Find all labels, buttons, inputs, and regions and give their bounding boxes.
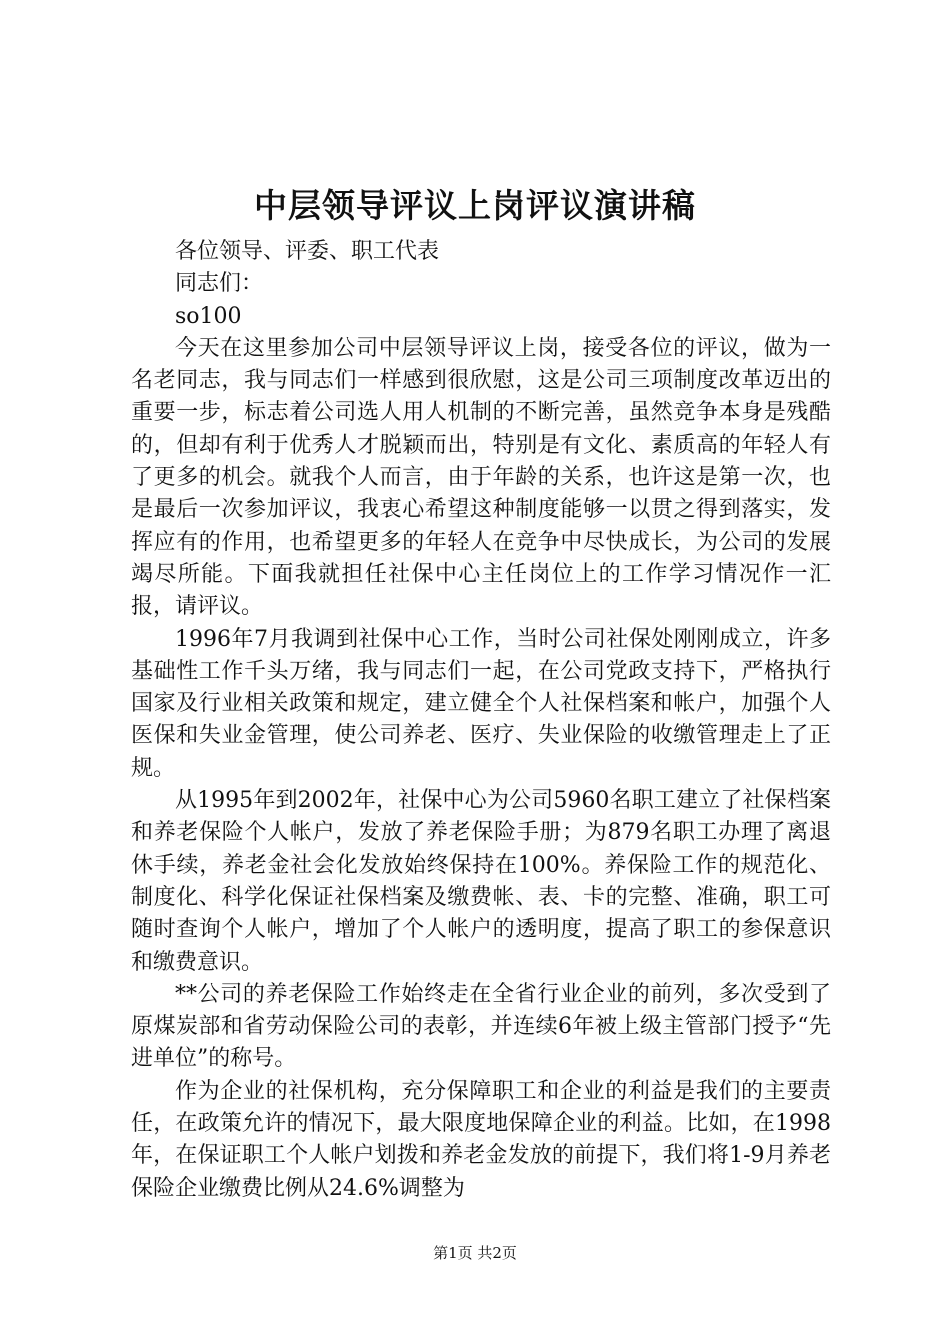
body-paragraph: 1996年7月我调到社保中心工作，当时公司社保处刚刚成立，许多基础性工作千头万绪，我与同志们一起，在公司党政支持下，严格执行国家及行业相关政策和规定，建立健全个人社保档案和帐户，加强个人医保和失业金管理，使公司养老、医疗、失业保险的收缴管理走上了正规。 <box>131 626 831 781</box>
page-number: 第1页 共2页 <box>433 1244 517 1262</box>
body-paragraph: so100 <box>175 303 242 329</box>
document-body <box>131 236 831 1205</box>
document-title: 中层领导评议上岗评议演讲稿 <box>254 186 696 225</box>
body-paragraph: **公司的养老保险工作始终走在全省行业企业的前列，多次受到了原煤炭部和省劳动保险公司的表彰，并连续6年被上级主管部门授予“先进单位”的称号。 <box>131 981 831 1072</box>
body-paragraph: 今天在这里参加公司中层领导评议上岗，接受各位的评议，做为一名老同志，我与同志们一样感到很欣慰，这是公司三项制度改革迈出的重要一步，标志着公司选人用人机制的不断完善，虽然竞争本身是残酷的，但却有利于优秀人才脱颖而出，特别是有文化、素质高的年轻人有了更多的机会。就我个人而言，由于年龄的关系，也许这是第一次，也是最后一次参加评议，我衷心希望这种制度能够一以贯之得到落实，发挥应有的作用，也希望更多的年轻人在竞争中尽快成长，为公司的发展竭尽所能。下面我就担任社保中心主任岗位上的工作学习情况作一汇报，请评议。 <box>131 335 831 620</box>
body-paragraph: 从1995年到2002年，社保中心为公司5960名职工建立了社保档案和养老保险个人帐户，发放了养老保险手册；为879名职工办理了离退休手续，养老金社会化发放始终保持在100%。养保险工作的规范化、制度化、科学化保证社保档案及缴费帐、表、卡的完整、准确，职工可随时查询个人帐户，增加了个人帐户的透明度，提高了职工的参保意识和缴费意识。 <box>131 788 831 975</box>
body-paragraph: 作为企业的社保机构，充分保障职工和企业的利益是我们的主要责任，在政策允许的情况下，最大限度地保障企业的利益。比如，在1998年，在保证职工个人帐户划拨和养老金发放的前提下，我们将1-9月养老保险企业缴费比例从24.6%调整为 <box>131 1078 831 1201</box>
salutation-line: 各位领导、评委、职工代表 <box>175 239 440 264</box>
salutation-line: 同志们： <box>175 271 264 297</box>
